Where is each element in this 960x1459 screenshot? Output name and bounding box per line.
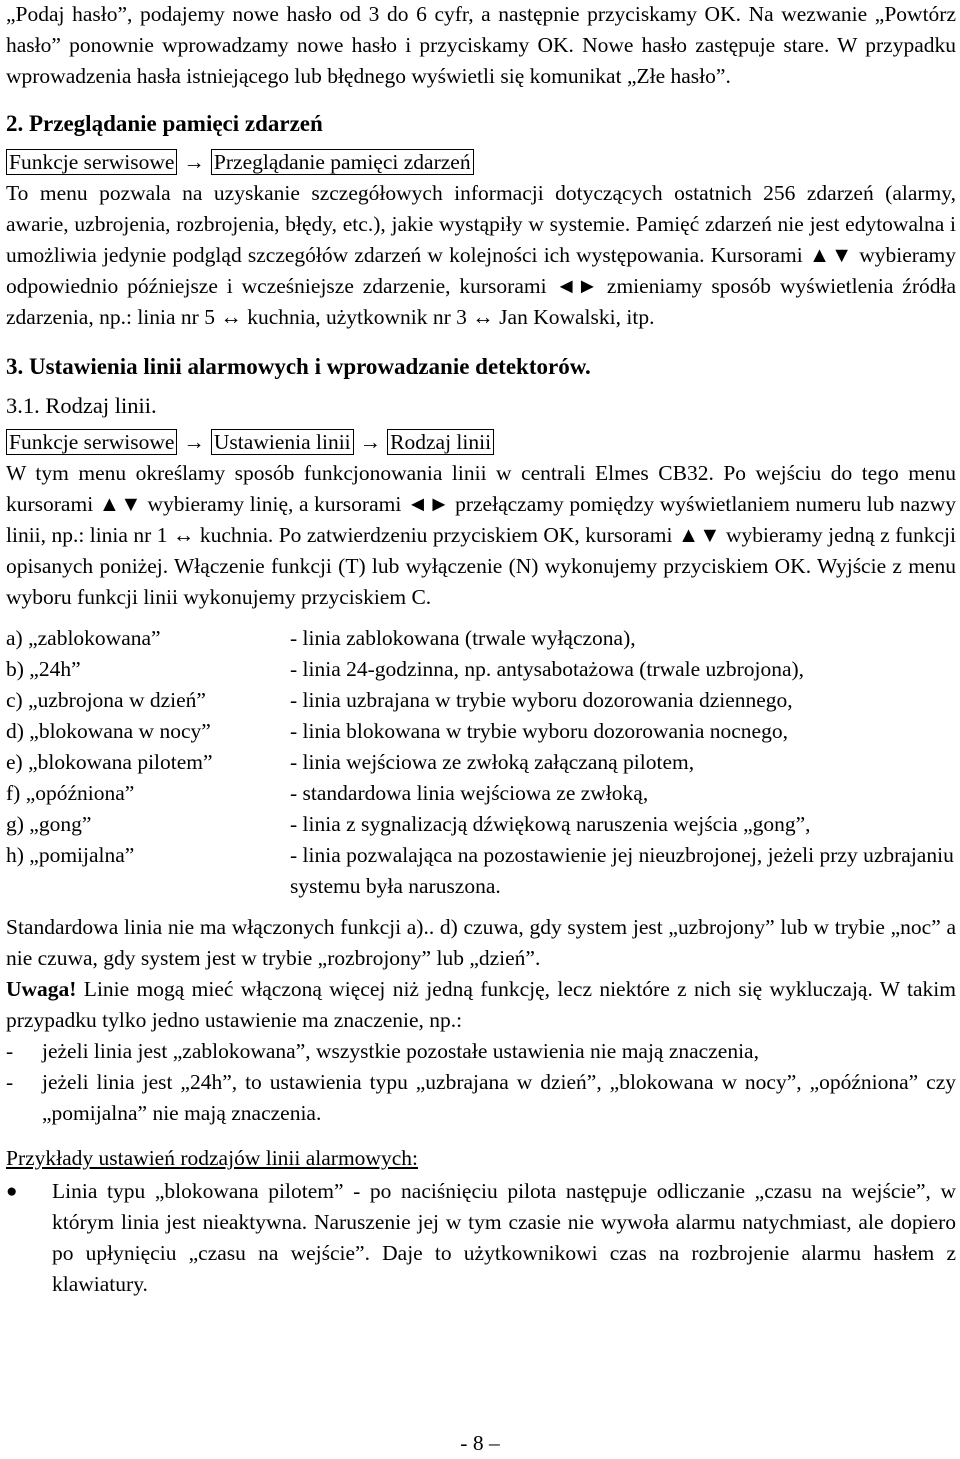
- option-row: [6, 716, 956, 747]
- option-label: e) „blokowana pilotem”: [6, 750, 213, 774]
- intro-paragraph: „Podaj hasło”, podajemy nowe hasło od 3 do 6 cyfr, a następnie przyciskamy OK. Na wezwanie „Powtórz hasło” ponownie wprowadzamy nowe hasło i przyciskamy OK. Nowe hasło zastępuje stare. W przypadku wprowadzenia hasła istniejącego lub błędnego wyświetli się komunikat „Złe hasło”.: [6, 2, 956, 88]
- standard-line-paragraph: Standardowa linia nie ma włączonych funkcji a).. d) czuwa, gdy system jest „uzbrojony” lub w trybie „noc” a nie czuwa, gdy system jest w trybie „rozbrojony” lub „dzień”.: [6, 915, 956, 970]
- section-2-heading: 2. Przeglądanie pamięci zdarzeń: [6, 111, 323, 136]
- bullet-item-text: Linia typu „blokowana pilotem” - po naciśnięciu pilota następuje odliczanie „czasu na wejście”, w którym linia jest nieaktywna. Naruszenie jej w tym czasie nie wywoła alarmu natychmiast, ale dopiero po upłynięciu „czasu na wejście”. Daje to użytkownikowi czas na rozbrojenie alarmu hasłem z klawiatury.: [52, 1179, 956, 1296]
- option-description: - linia pozwalająca na pozostawienie jej nieuzbrojonej, jeżeli przy uzbrajaniu systemu była naruszona.: [290, 843, 954, 898]
- page-number: - 8 –: [460, 1431, 500, 1455]
- arrow-right-icon: →: [183, 150, 205, 174]
- option-description: - linia 24-godzinna, np. antysabotażowa (trwale uzbrojona),: [290, 657, 805, 681]
- dash-marker: -: [6, 1070, 14, 1094]
- option-row: [6, 778, 956, 809]
- option-description: - linia wejściowa ze zwłoką załączaną pilotem,: [290, 750, 695, 774]
- dash-item-text: jeżeli linia jest „24h”, to ustawienia typu „uzbrajana w dzień”, „blokowana w nocy”, „opóźniona” czy „pomijalna” nie mają znaczenia.: [42, 1070, 956, 1125]
- menu-path-item: Ustawienia linii: [211, 429, 354, 455]
- dash-item: [6, 1067, 956, 1129]
- option-row: [6, 685, 956, 716]
- option-label: f) „opóźniona”: [6, 781, 135, 805]
- option-row: [6, 840, 956, 902]
- bullet-item: [6, 1176, 956, 1300]
- option-description: - linia uzbrajana w trybie wyboru dozorowania dziennego,: [290, 688, 793, 712]
- option-description: - linia zablokowana (trwale wyłączona),: [290, 626, 636, 650]
- menu-path-item: Przeglądanie pamięci zdarzeń: [211, 149, 474, 175]
- option-label: c) „uzbrojona w dzień”: [6, 688, 206, 712]
- examples-title: Przykłady ustawień rodzajów linii alarmowych:: [6, 1146, 418, 1170]
- option-description: - linia z sygnalizacją dźwiękową naruszenia wejścia „gong”,: [290, 812, 811, 836]
- option-row: [6, 809, 956, 840]
- warning-paragraph: [6, 974, 956, 1036]
- menu-path-section-2: [6, 147, 956, 178]
- dash-item-text: jeżeli linia jest „zablokowana”, wszystkie pozostałe ustawienia nie mają znaczenia,: [42, 1039, 759, 1063]
- section-3-1-heading: 3.1. Rodzaj linii.: [6, 393, 157, 418]
- option-row: [6, 747, 956, 778]
- warning-text: Linie mogą mieć włączoną więcej niż jedną funkcję, lecz niektóre z nich się wykluczają. W takim przypadku tylko jedno ustawienie ma znaczenie, np.:: [6, 977, 956, 1032]
- warning-label: Uwaga!: [6, 977, 77, 1001]
- section-3-heading: 3. Ustawienia linii alarmowych i wprowadzanie detektorów.: [6, 354, 591, 379]
- menu-path-item: Funkcje serwisowe: [6, 429, 177, 455]
- option-description: - linia blokowana w trybie wyboru dozorowania nocnego,: [290, 719, 788, 743]
- section-2-paragraph: To menu pozwala na uzyskanie szczegółowych informacji dotyczących ostatnich 256 zdarzeń (alarmy, awarie, uzbrojenia, rozbrojenia, błędy, etc.), jakie wystąpiły w systemie. Pamięć zdarzeń nie jest edytowalna i umożliwia jedynie podgląd szczegółów zdarzeń w kolejności ich występowania. Kursorami ▲▼ wybieramy odpowiednio późniejsze i wcześniejsze zdarzenie, kursorami ◄► zmieniamy sposób wyświetlenia źródła zdarzenia, np.: linia nr 5 ↔ kuchnia, użytkownik nr 3 ↔ Jan Kowalski, itp.: [6, 181, 956, 329]
- menu-path-section-3-1: [6, 427, 956, 458]
- menu-path-item: Funkcje serwisowe: [6, 149, 177, 175]
- document-page: [6, 0, 956, 1300]
- dash-item: [6, 1036, 956, 1067]
- option-description: - standardowa linia wejściowa ze zwłoką,: [290, 781, 649, 805]
- option-label: d) „blokowana w nocy”: [6, 719, 211, 743]
- option-label: h) „pomijalna”: [6, 843, 135, 867]
- line-type-options: [6, 623, 956, 902]
- option-row: [6, 654, 956, 685]
- menu-path-item: Rodzaj linii: [387, 429, 494, 455]
- arrow-right-icon: →: [183, 430, 205, 454]
- bullet-icon: ●: [6, 1181, 18, 1202]
- option-label: g) „gong”: [6, 812, 92, 836]
- option-label: a) „zablokowana”: [6, 626, 161, 650]
- dash-marker: -: [6, 1039, 14, 1063]
- option-row: [6, 623, 956, 654]
- section-3-1-paragraph: W tym menu określamy sposób funkcjonowania linii w centrali Elmes CB32. Po wejściu do tego menu kursorami ▲▼ wybieramy linię, a kursorami ◄► przełączamy pomiędzy wyświetlaniem numeru lub nazwy linii, np.: linia nr 1 ↔ kuchnia. Po zatwierdzeniu przyciskiem OK, kursorami ▲▼ wybieramy jedną z funkcji opisanych poniżej. Włączenie funkcji (T) lub wyłączenie (N) wykonujemy przyciskiem OK. Wyjście z menu wyboru funkcji linii wykonujemy przyciskiem C.: [6, 461, 956, 609]
- option-label: b) „24h”: [6, 657, 81, 681]
- arrow-right-icon: →: [359, 430, 382, 454]
